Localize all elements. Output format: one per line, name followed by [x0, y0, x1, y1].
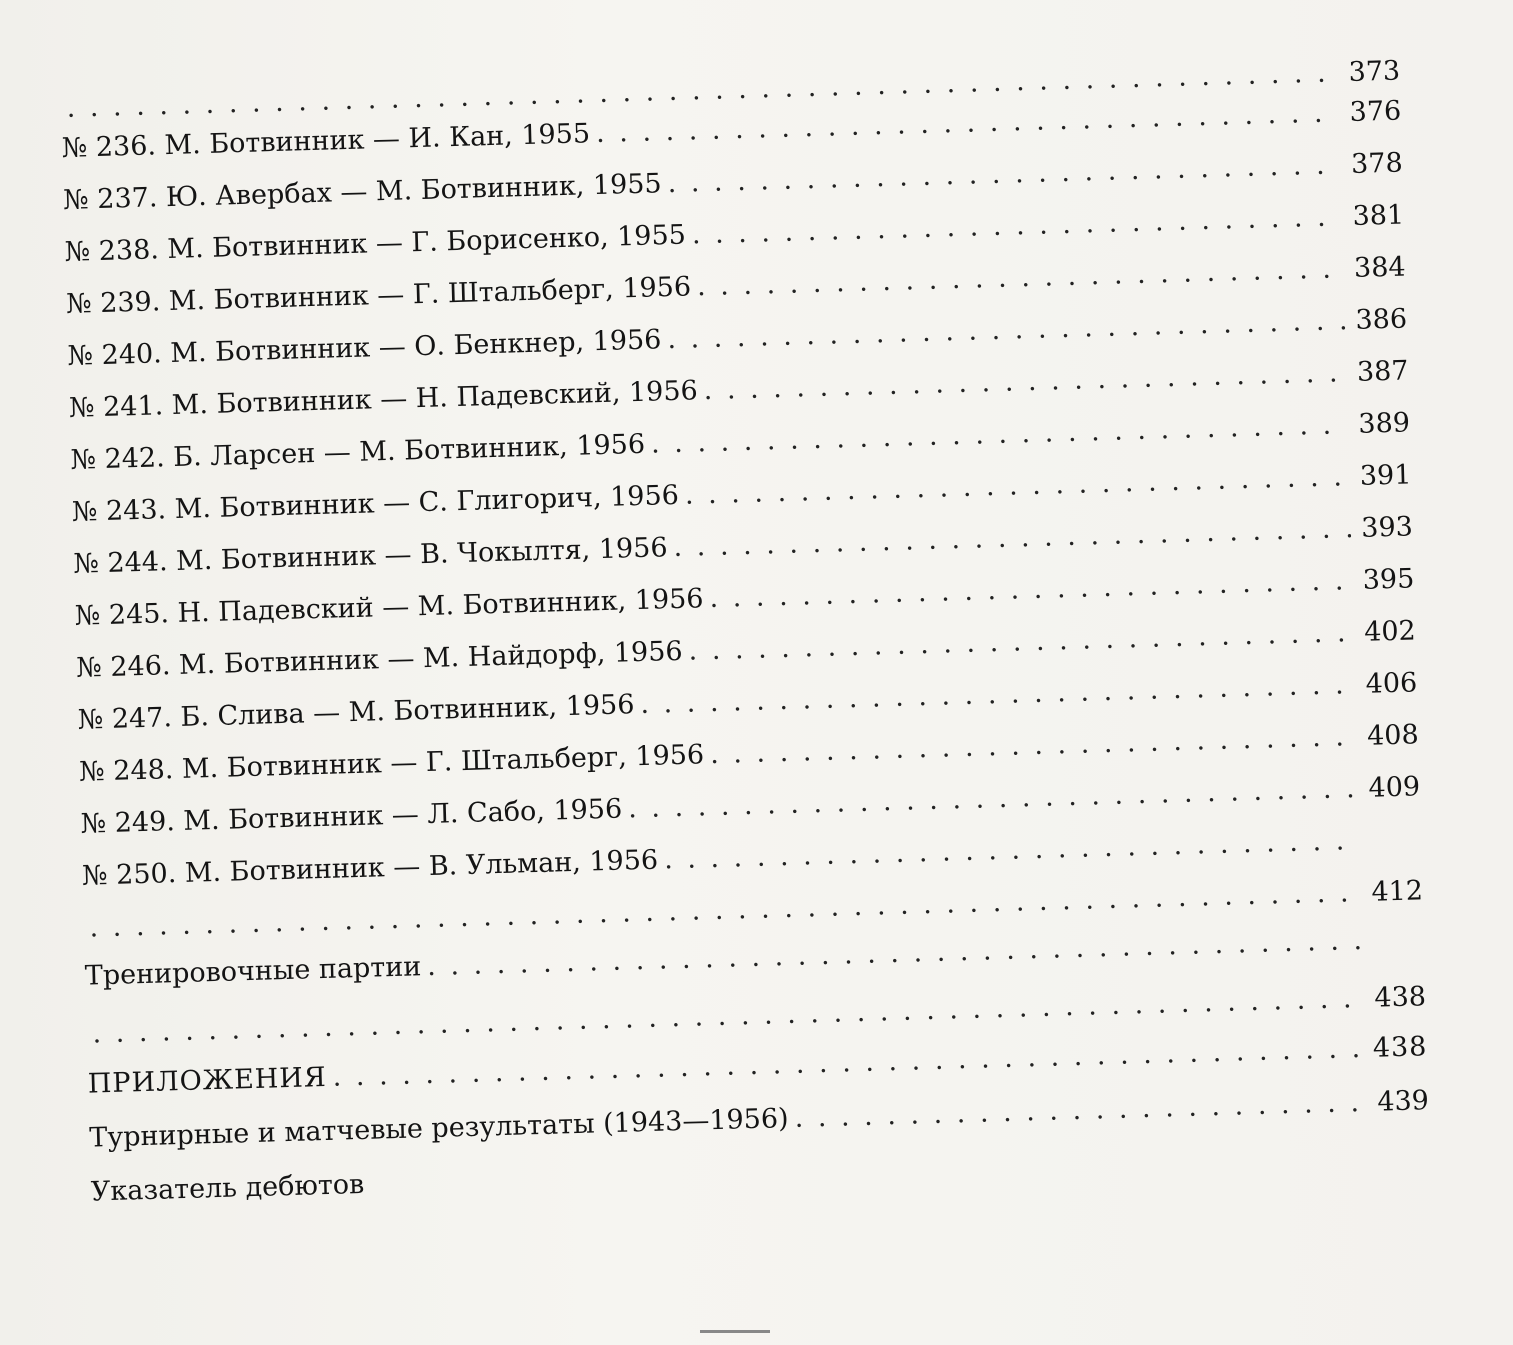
toc-entry-page: 386 [1355, 303, 1408, 336]
toc-entry-title: № 243. М. Ботвинник — С. Глигорич, 1956 [71, 479, 680, 528]
toc-entry-page: 438 [1372, 1031, 1428, 1064]
toc-entry-title: № 245. Н. Падевский — М. Ботвинник, 1956 [74, 583, 704, 632]
leader-dots [794, 1080, 1368, 1142]
toc-entry-page [1369, 947, 1425, 949]
toc-entry-title: ПРИЛОЖЕНИЯ [87, 1061, 328, 1100]
toc-entry-title: Тренировочные партии [84, 951, 422, 992]
toc-entry-page: 378 [1350, 147, 1404, 180]
toc-entry-page: 409 [1368, 771, 1421, 804]
toc-entry-title: № 239. М. Ботвинник — Г. Штальберг, 1956 [65, 271, 692, 320]
toc-entry-page: 408 [1366, 719, 1420, 752]
toc-entry-page: 373 [1348, 55, 1401, 89]
toc-entry-title: № 238. М. Ботвинник — Г. Борисенко, 1955 [64, 219, 687, 268]
toc-entry-title: № 244. М. Ботвинник — В. Чокылтя, 1956 [72, 532, 668, 580]
toc-entry-page: 406 [1365, 667, 1418, 700]
toc-entry-page: 393 [1360, 511, 1414, 544]
toc-entry-page: 389 [1357, 407, 1411, 440]
table-of-contents [60, 47, 1459, 1208]
toc-entry-page: 391 [1359, 459, 1412, 492]
toc-entry-page [1366, 847, 1422, 849]
toc-entry-title: № 242. Б. Ларсен — М. Ботвинник, 1956 [70, 428, 646, 476]
toc-entry-page: 376 [1349, 95, 1402, 128]
toc-entry-page: 387 [1356, 355, 1409, 388]
toc-entry-title: Турнирные и матчевые результаты (1943—1956) [88, 1103, 790, 1154]
toc-entry-page: 438 [1374, 981, 1427, 1014]
toc-entry-title: № 247. Б. Слива — М. Ботвинник, 1956 [77, 689, 635, 736]
toc-entry-title: № 250. М. Ботвинник — В. Ульман, 1956 [81, 844, 659, 892]
page-footer-mark [700, 1330, 770, 1343]
toc-entry-page: 412 [1371, 875, 1424, 908]
toc-entry-title: № 241. М. Ботвинник — Н. Падевский, 1956 [68, 375, 699, 424]
toc-entry-page: 439 [1376, 1085, 1430, 1118]
toc-entry-page: 384 [1353, 251, 1407, 284]
toc-entry-title: № 249. М. Ботвинник — Л. Сабо, 1956 [80, 793, 623, 840]
toc-entry-title: № 240. М. Ботвинник — О. Бенкнер, 1956 [67, 324, 662, 372]
toc-entry-title: № 237. Ю. Авербах — М. Ботвинник, 1955 [62, 168, 663, 216]
toc-entry-page: 381 [1352, 199, 1405, 232]
toc-entry-title: № 246. М. Ботвинник — М. Найдорф, 1956 [75, 635, 683, 684]
toc-entry-page: 395 [1362, 563, 1415, 596]
toc-entry-title: № 236. М. Ботвинник — И. Кан, 1955 [61, 118, 591, 164]
toc-entry-title: Указатель дебютов [90, 1168, 365, 1208]
toc-entry-page: 402 [1363, 615, 1417, 648]
toc-entry-title: № 248. М. Ботвинник — Г. Штальберг, 1956 [78, 739, 705, 788]
toc-entry-page [1375, 1163, 1431, 1165]
